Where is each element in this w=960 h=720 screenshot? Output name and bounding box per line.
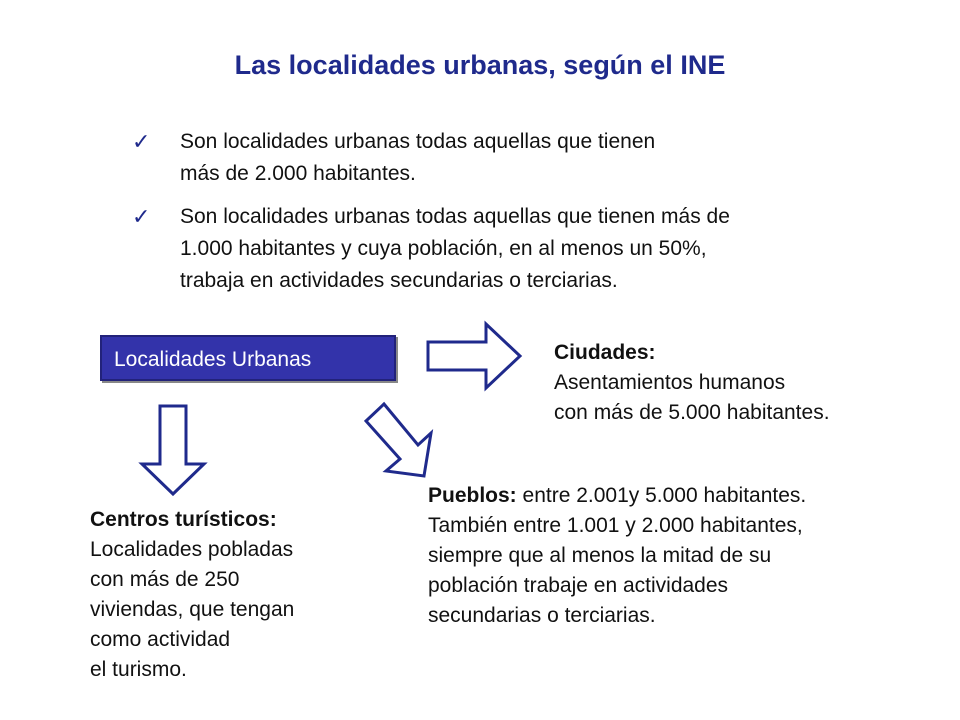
centros-line-4: como actividad	[90, 628, 231, 651]
bullet-1-line-1: Son localidades urbanas todas aquellas que tienen	[180, 130, 656, 153]
bullet-2-line-3: trabaja en actividades secundarias o terciarias.	[180, 269, 618, 292]
down-arrow-icon	[142, 406, 204, 494]
bullet-1-line-2: más de 2.000 habitantes.	[180, 162, 416, 185]
ciudades-heading: Ciudades:	[554, 341, 656, 364]
pueblos-heading: Pueblos:	[428, 484, 517, 507]
checkmark-icon: ✓	[132, 129, 151, 154]
diagonal-arrow-icon	[366, 404, 431, 476]
localidades-urbanas-box: Localidades Urbanas	[100, 335, 396, 381]
page-title: Las localidades urbanas, según el INE	[234, 50, 726, 80]
pueblos-line-1: entre 2.001y 5.000 habitantes.	[516, 484, 807, 507]
pueblos-line-3: siempre que al menos la mitad de su	[428, 544, 772, 567]
centros-line-1: Localidades pobladas	[90, 538, 294, 561]
checkmark-icon: ✓	[132, 204, 151, 229]
bullet-2-line-1: Son localidades urbanas todas aquellas que tienen más de	[180, 205, 730, 228]
ciudades-line-2: con más de 5.000 habitantes.	[554, 401, 830, 424]
bullet-2-line-2: 1.000 habitantes y cuya población, en al menos un 50%,	[180, 237, 707, 260]
pueblos-description	[428, 481, 948, 631]
centros-turisticos-description	[90, 505, 390, 685]
pueblos-line-2: También entre 1.001 y 2.000 habitantes,	[428, 514, 803, 537]
ciudades-description	[554, 338, 934, 428]
centros-heading: Centros turísticos:	[90, 508, 277, 531]
centros-line-2: con más de 250	[90, 568, 240, 591]
pueblos-line-4: población trabaje en actividades	[428, 574, 729, 597]
centros-line-5: el turismo.	[90, 658, 187, 681]
centros-line-3: viviendas, que tengan	[90, 598, 295, 621]
pueblos-line-5: secundarias o terciarias.	[428, 604, 656, 627]
ciudades-line-1: Asentamientos humanos	[554, 371, 786, 394]
right-arrow-icon	[428, 324, 520, 388]
